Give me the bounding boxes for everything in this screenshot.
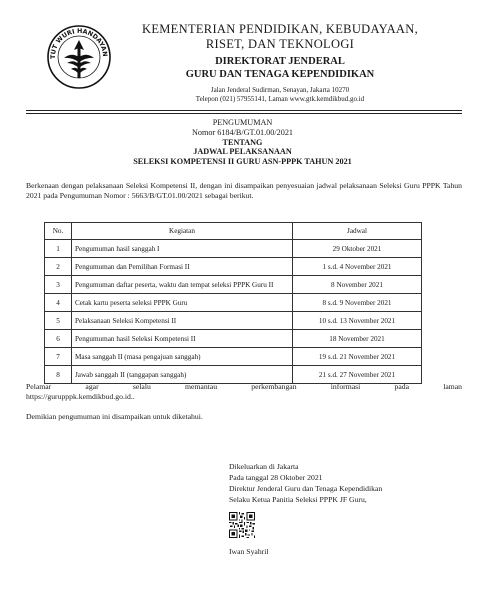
announcement-subject-line2: SELEKSI KOMPETENSI II GURU ASN-PPPK TAHUN 2021 <box>133 157 352 167</box>
directorate-name-line1: DIREKTORAT JENDERAL <box>215 56 345 67</box>
closing-paragraph: Demikian pengumuman ini disampaikan untuk diketahui. <box>26 412 203 421</box>
address: Jalan Jenderal Sudirman, Senayan, Jakarta 10270 <box>210 86 350 94</box>
row-no: 7 <box>45 348 72 366</box>
row-jadwal: 19 s.d. 21 November 2021 <box>293 348 422 366</box>
directorate-name-line2: GURU DAN TENAGA KEPENDIDIKAN <box>185 69 375 80</box>
row-kegiatan: Pengumuman dan Pemilihan Formasi II <box>72 258 293 276</box>
announcement-title: PENGUMUMAN <box>212 118 273 127</box>
ministry-name-line2: RISET, DAN TEKNOLOGI <box>205 37 355 51</box>
row-no: 5 <box>45 312 72 330</box>
row-jadwal: 8 November 2021 <box>293 276 422 294</box>
row-jadwal: 18 November 2021 <box>293 330 422 348</box>
row-no: 2 <box>45 258 72 276</box>
row-no: 8 <box>45 366 72 384</box>
header-kegiatan: Kegiatan <box>72 223 293 240</box>
row-no: 4 <box>45 294 72 312</box>
monitoring-text: Pelamar agar selalu memantau perkembangan informasi pada laman <box>26 382 462 391</box>
row-jadwal: 1 s.d. 4 November 2021 <box>293 258 422 276</box>
ministry-name-line1: KEMENTERIAN PENDIDIKAN, KEBUDAYAAN, <box>142 22 418 36</box>
row-jadwal: 10 s.d. 13 November 2021 <box>293 312 422 330</box>
row-kegiatan: Cetak kartu peserta seleksi PPPK Guru <box>72 294 293 312</box>
issued-place: Dikeluarkan di Jakarta <box>229 462 299 471</box>
row-no: 3 <box>45 276 72 294</box>
table-row <box>45 240 422 258</box>
row-kegiatan: Pengumuman hasil Seleksi Kompetensi II <box>72 330 293 348</box>
svg-text:TUT WURI HANDAYANI: TUT WURI HANDAYAN <box>49 27 109 59</box>
row-kegiatan: Jawab sanggah II (tanggapan sanggah) <box>72 366 293 384</box>
issued-date: Pada tanggal 28 Oktober 2021 <box>229 473 323 482</box>
row-no: 6 <box>45 330 72 348</box>
row-jadwal: 29 Oktober 2021 <box>293 240 422 258</box>
schedule-table <box>44 222 422 384</box>
signer-name: Iwan Syahril <box>229 547 269 556</box>
monitoring-paragraph <box>26 382 462 402</box>
header-no: No. <box>45 223 72 240</box>
intro-paragraph: Berkenaan dengan pelaksanaan Seleksi Kompetensi II, dengan ini disampaikan penyesuaian jadwal pelaksanaan Seleksi Guru PPPK Tahun 2021 pada Pengumuman Nomor : 5663/B/GT.01.00/2021 sebagai berikut. <box>26 181 462 200</box>
table-header-row <box>45 223 422 240</box>
qr-code-signature <box>229 512 255 538</box>
table-row <box>45 348 422 366</box>
announcement-about: TENTANG <box>222 137 263 147</box>
announcement-subject-line1: JADWAL PELAKSANAAN <box>193 147 292 157</box>
website-link[interactable]: https://gurupppk.kemdikbud.go.id.. <box>26 392 135 401</box>
table-row <box>45 330 422 348</box>
row-kegiatan: Pelaksanaan Seleksi Kompetensi II <box>72 312 293 330</box>
table-row <box>45 276 422 294</box>
row-no: 1 <box>45 240 72 258</box>
letterhead-divider-thin <box>26 113 462 114</box>
contact-info: Telepon (021) 57955141, Laman www.gtk.kemdikbud.go.id <box>195 95 365 103</box>
row-jadwal: 21 s.d. 27 November 2021 <box>293 366 422 384</box>
row-kegiatan: Masa sanggah II (masa pengajuan sanggah) <box>72 348 293 366</box>
row-jadwal: 8 s.d. 9 November 2021 <box>293 294 422 312</box>
table-row <box>45 366 422 384</box>
signer-position-line1: Direktur Jenderal Guru dan Tenaga Kependidikan <box>229 484 383 493</box>
tut-wuri-handayani-logo <box>46 24 112 90</box>
announcement-number: Nomor 6184/B/GT.01.00/2021 <box>191 127 294 137</box>
header-jadwal: Jadwal <box>293 223 422 240</box>
signature-block <box>229 461 459 505</box>
row-kegiatan: Pengumuman daftar peserta, waktu dan tempat seleksi PPPK Guru II <box>72 276 293 294</box>
row-kegiatan: Pengumuman hasil sanggah I <box>72 240 293 258</box>
table-row <box>45 258 422 276</box>
signer-position-line2: Selaku Ketua Panitia Seleksi PPPK JF Guru, <box>229 495 367 504</box>
letterhead <box>120 22 440 104</box>
table-row <box>45 312 422 330</box>
letterhead-divider <box>26 110 462 111</box>
table-row <box>45 294 422 312</box>
announcement-heading <box>0 118 485 167</box>
